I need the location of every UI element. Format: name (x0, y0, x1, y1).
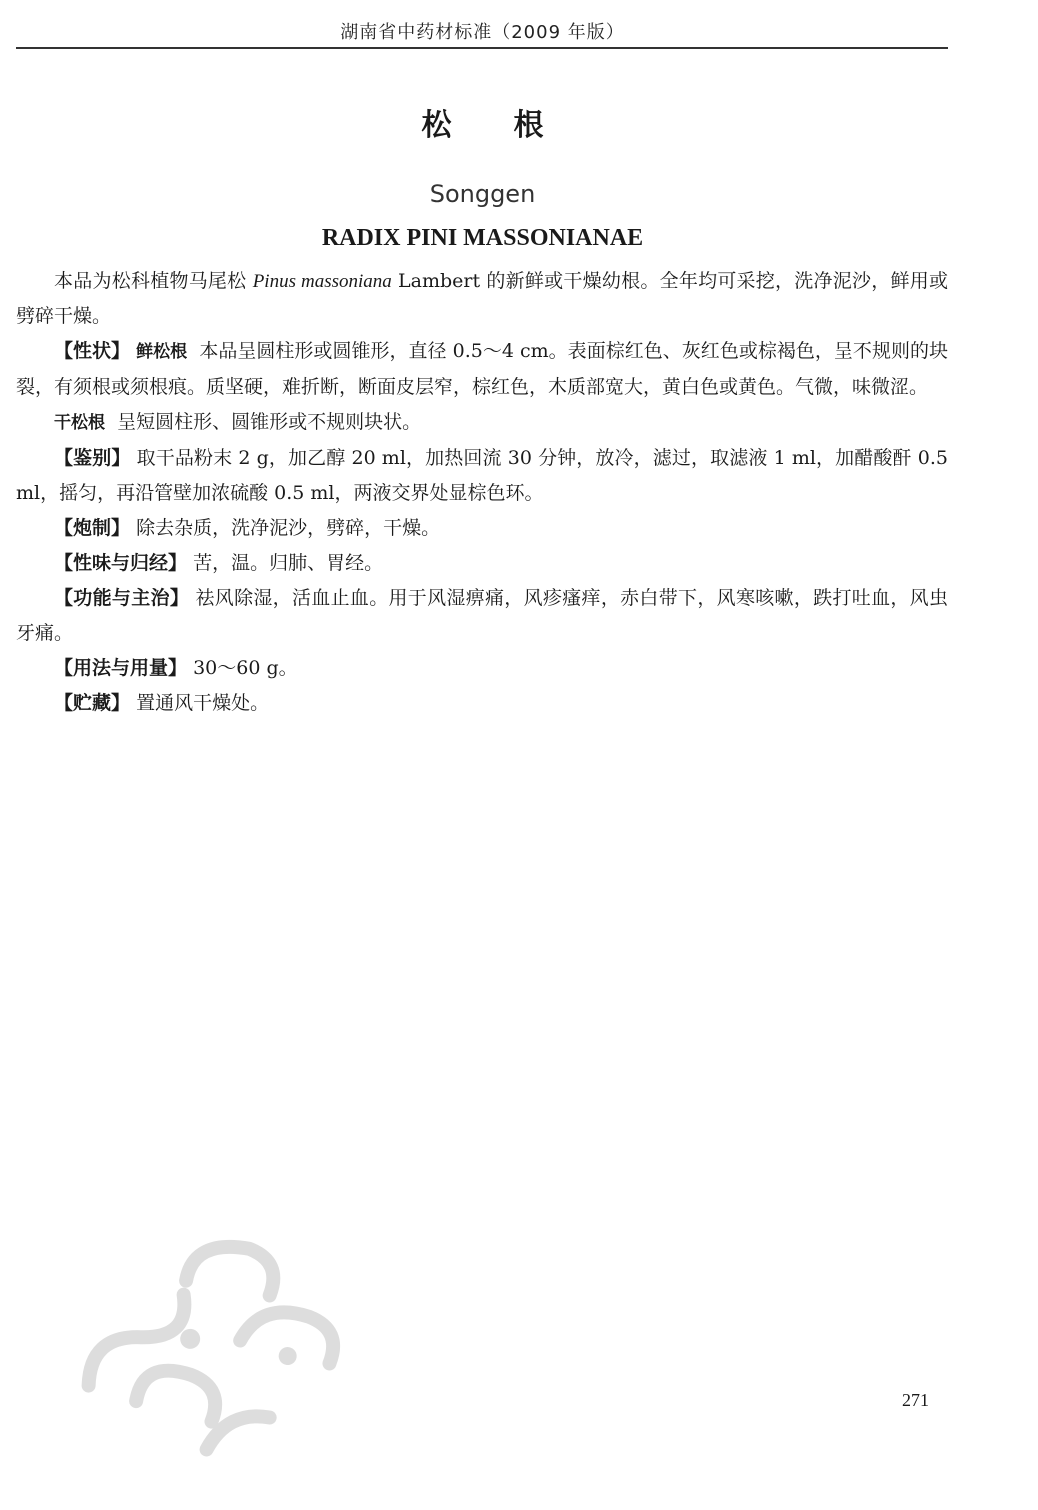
section-label-xingwei: 【性味与归经】 (54, 552, 188, 574)
section-zhucang (16, 686, 948, 721)
monograph-body (16, 264, 948, 721)
section-text-fresh: 本品呈圆柱形或圆锥形，直径 0.5～4 cm。表面棕红色、灰红色或棕褐色，呈不规则的块裂，有须根或须根痕。质坚硬，难折断，断面皮层窄，棕红色，木质部宽大，黄白色或黄色。气微，味微涩。 (16, 340, 949, 398)
section-xingwei (16, 546, 948, 581)
entry-title-char-1: 松 (421, 108, 452, 143)
section-jianbie (16, 441, 948, 511)
section-label-yongfa: 【用法与用量】 (54, 657, 188, 679)
header-rule (16, 47, 948, 49)
entry-title-char-2: 根 (513, 108, 544, 143)
entry-latin-name: RADIX PINI MASSONIANAE (321, 225, 644, 251)
intro-text-1: 本品为松科植物马尾松 (54, 270, 253, 292)
section-label-gongneng: 【功能与主治】 (54, 587, 190, 609)
section-text-jianbie: 取干品粉末 2 g，加乙醇 20 ml，加热回流 30 分钟，放冷，滤过，取滤液 1 ml，加醋酸酐 0.5 ml，摇匀，再沿管壁加浓硫酸 0.5 ml，两液交界处显棕色环。 (16, 447, 948, 504)
section-label-xingzhuang: 【性状】 (54, 340, 131, 362)
section-text-xingwei: 苦，温。归肺、胃经。 (193, 552, 384, 574)
entry-pinyin: Songgen (429, 180, 536, 208)
section-xingzhuang-dry (16, 405, 948, 441)
page-number: 271 (902, 1390, 929, 1410)
running-header: 湖南省中药材标准（2009 年版） (340, 22, 625, 43)
section-label-paozhi: 【炮制】 (54, 517, 131, 539)
section-text-yongfa: 30～60 g。 (193, 657, 298, 679)
subsection-label-dry: 干松根 (54, 413, 105, 433)
intro-text-2: Lambert 的新鲜或干燥幼根。全年均可采挖，洗净泥沙，鲜用或劈碎干燥。 (16, 270, 948, 327)
intro-paragraph (16, 264, 948, 334)
seal-watermark (60, 1180, 390, 1510)
section-text-paozhi: 除去杂质，洗净泥沙，劈碎，干燥。 (136, 517, 441, 539)
section-yongfa (16, 651, 948, 686)
species-name: Pinus massoniana (252, 271, 392, 292)
section-text-zhucang: 置通风干燥处。 (136, 692, 270, 714)
section-label-zhucang: 【贮藏】 (54, 692, 131, 714)
section-xingzhuang (16, 334, 948, 405)
section-paozhi (16, 511, 948, 546)
entry-title (0, 100, 965, 144)
subsection-label-fresh: 鲜松根 (136, 342, 188, 362)
section-label-jianbie: 【鉴别】 (54, 447, 131, 469)
section-gongneng (16, 581, 948, 651)
section-text-dry: 呈短圆柱形、圆锥形或不规则块状。 (117, 411, 422, 433)
section-text-gongneng: 祛风除湿，活血止血。用于风湿痹痛，风疹瘙痒，赤白带下，风寒咳嗽，跌打吐血，风虫牙痛。 (16, 587, 948, 644)
